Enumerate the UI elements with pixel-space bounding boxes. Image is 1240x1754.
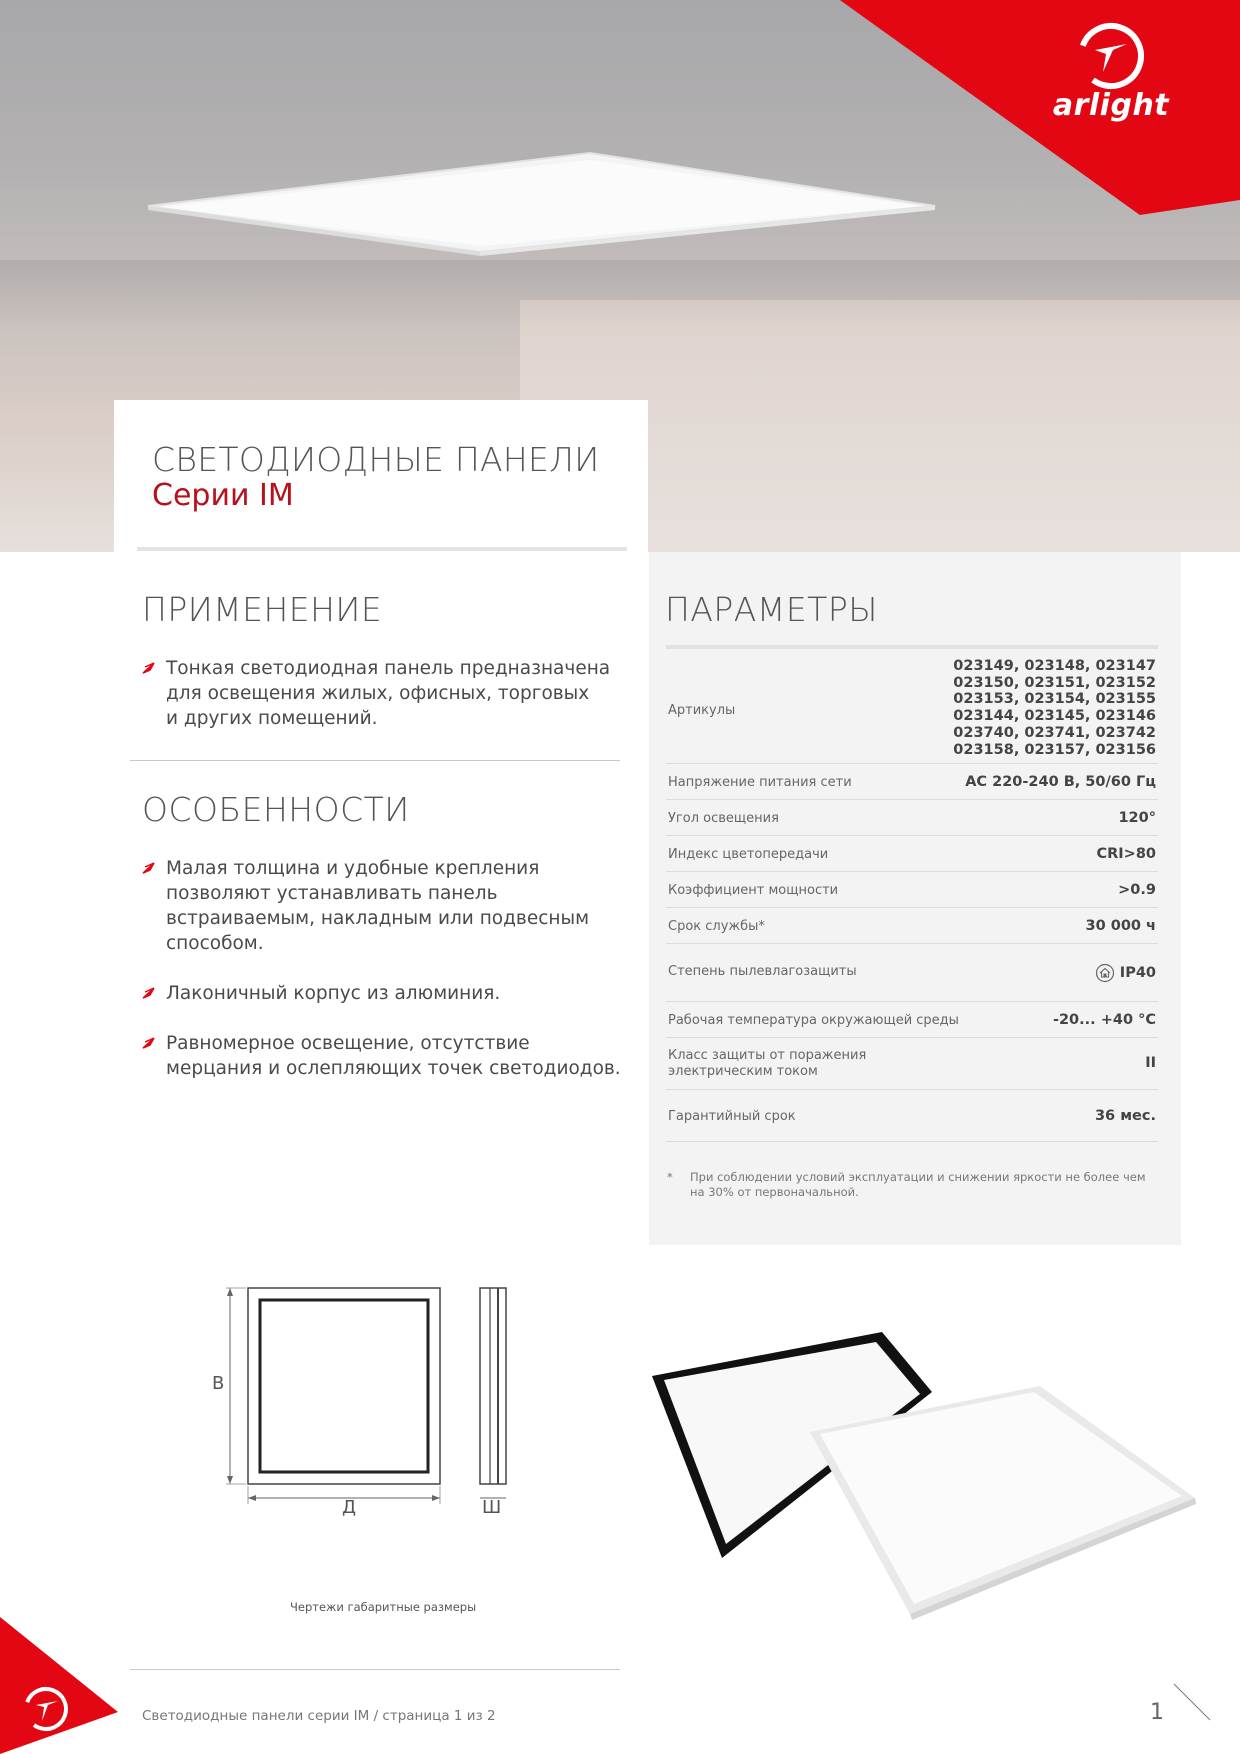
article-line: 023158, 023157, 023156 [953,741,1156,758]
ip-protection-icon [1095,963,1115,983]
bullet-arrow-icon [142,986,156,1000]
footer-text: Светодиодные панели серии IM / страница 1 из 2 [142,1708,496,1724]
title-divider [137,547,627,551]
page-slash-decoration [1172,1680,1212,1724]
feature-line: позволяют устанавливать панель [166,883,498,904]
param-row [666,836,1158,872]
feature-line: Лаконичный корпус из алюминия. [166,983,501,1004]
param-label-line: электрическим током [668,1064,818,1079]
page-title: СВЕТОДИОДНЫЕ ПАНЕЛИ [152,440,600,479]
param-value: 36 мес. [1094,1108,1156,1124]
application-heading: ПРИМЕНЕНИЕ [142,590,383,629]
param-row-articles [666,649,1158,764]
ip-value: IP40 [1119,964,1156,981]
param-row [666,1090,1158,1142]
application-line: и других помещений. [166,708,378,729]
param-row [666,1038,1158,1090]
feature-line: Равномерное освещение, отсутствие [166,1033,530,1054]
param-value: AC 220-240 В, 50/60 Гц [965,774,1156,790]
section-divider [130,760,620,761]
param-label: Напряжение питания сети [668,775,852,790]
param-label [668,1048,866,1080]
drawing-caption: Чертежи габаритные размеры [290,1600,477,1614]
feature-line: способом. [166,933,264,954]
params-heading: ПАРАМЕТРЫ [665,590,878,629]
footer-divider [130,1669,620,1670]
product-photo [650,1320,1210,1620]
feature-line: мерцания и ослепляющих точек светодиодов. [166,1058,621,1079]
param-value: II [1145,1055,1156,1071]
article-line: 023144, 023145, 023146 [953,708,1156,725]
param-label: Коэффициент мощности [668,883,839,898]
params-table [666,645,1158,1142]
footnote-line: При соблюдении условий эксплуатации и снижении яркости не более чем [690,1170,1146,1184]
footnote-marker: * [667,1170,673,1184]
application-line: Тонкая светодиодная панель предназначена [166,658,611,679]
param-row [666,872,1158,908]
param-row [666,764,1158,800]
param-value: 120° [1118,810,1156,826]
feature-item [142,1031,622,1081]
page-subtitle: Серии IM [152,478,294,513]
bullet-arrow-icon [142,861,156,875]
param-row [666,800,1158,836]
footer-brand-triangle [0,1617,118,1754]
param-row [666,908,1158,944]
param-row [666,1002,1158,1038]
param-value: CRI>80 [1096,846,1156,862]
param-value-articles [953,658,1156,758]
dimension-length-label: Д [342,1497,357,1518]
dimension-drawing [200,1270,520,1510]
param-value [1095,963,1156,983]
param-value: -20... +40 °C [1052,1012,1156,1028]
footnote-line: на 30% от первоначальной. [690,1185,859,1199]
feature-item [142,981,622,1006]
param-label: Степень пылевлагозащиты [668,964,857,979]
article-line: 023740, 023741, 023742 [953,724,1156,741]
param-label: Индекс цветопередачи [668,847,829,862]
features-heading: ОСОБЕННОСТИ [142,790,410,829]
param-row [666,944,1158,1002]
application-line: для освещения жилых, офисных, торговых [166,683,590,704]
feature-item [142,856,622,956]
dimension-width-label: Ш [482,1497,502,1518]
feature-line: встраиваемым, накладным или подвесным [166,908,590,929]
param-label: Срок службы* [668,919,765,934]
dimension-height-label: В [212,1373,225,1394]
page-number: 1 [1150,1700,1164,1725]
feature-line: Малая толщина и удобные крепления [166,858,540,879]
bullet-arrow-icon [142,661,156,675]
param-label: Гарантийный срок [668,1109,796,1124]
param-value: 30 000 ч [1085,918,1156,934]
application-item [142,656,622,731]
arlight-logo-icon [1073,20,1149,92]
param-label-line: Класс защиты от поражения [668,1048,867,1063]
article-line: 023153, 023154, 023155 [953,691,1156,708]
param-label: Артикулы [668,703,736,718]
param-value: >0.9 [1118,882,1156,898]
title-box [114,400,648,552]
params-footnote [667,1170,1147,1200]
bullet-arrow-icon [142,1036,156,1050]
article-line: 023149, 023148, 023147 [953,658,1156,674]
arlight-logo [1016,20,1206,140]
param-label: Угол освещения [668,811,779,826]
article-line: 023150, 023151, 023152 [953,674,1156,691]
brand-name: arlight [1052,88,1170,123]
param-label: Рабочая температура окружающей среды [668,1013,959,1028]
